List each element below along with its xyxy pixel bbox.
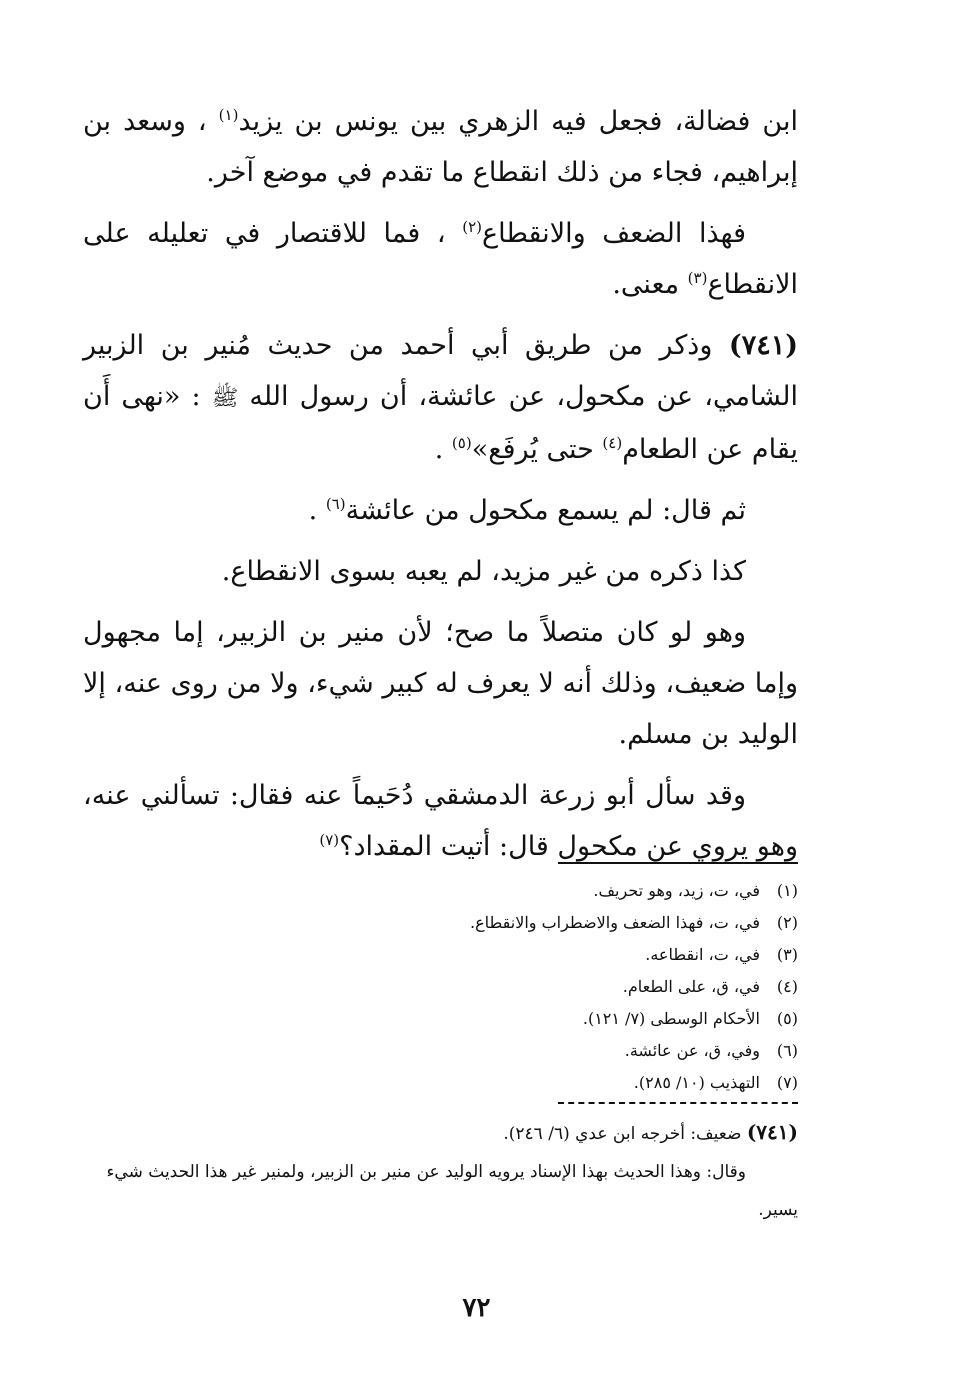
text-run: ، فما للاقتصار في تعليله على الانقطاع: [83, 218, 798, 300]
takhrij-section: [83, 1113, 798, 1229]
footnote-text: في، ت، زيد، وهو تحريف.: [593, 881, 760, 900]
footnote-number: (٥): [776, 1009, 798, 1028]
paragraph-hadith-741: [83, 320, 798, 475]
paragraph-5: [83, 546, 798, 597]
paragraph-4: [83, 485, 798, 536]
paragraph-6: [83, 607, 798, 760]
footnote-number: (٤): [776, 977, 798, 996]
footnote-item: [98, 1003, 798, 1035]
footnote-text: التهذيب (١٠/ ٢٨٥).: [633, 1073, 760, 1092]
hadith-number: (٧٤١): [728, 330, 798, 361]
text-run: ابن فضالة، فجعل فيه الزهري بين يونس بن يزيد: [238, 106, 799, 137]
footnote-ref-6[interactable]: (٦): [325, 495, 346, 513]
footnote-ref-3[interactable]: (٣): [687, 269, 708, 287]
footnote-number: (٦): [776, 1041, 798, 1060]
page-number: ٧٢: [462, 1293, 491, 1323]
footnote-item: [98, 971, 798, 1003]
takhrij-grade-text: ضعيف: أخرجه ابن عدي (٦/ ٢٤٦).: [503, 1124, 742, 1144]
footnote-ref-1[interactable]: (١): [218, 106, 239, 124]
takhrij-number: (٧٤١): [746, 1120, 798, 1144]
footnote-ref-7[interactable]: (٧): [319, 831, 340, 849]
footnote-text: وفي، ق، عن عائشة.: [624, 1041, 760, 1060]
footnote-item: [98, 1035, 798, 1067]
salutation-glyph: ﷺ: [211, 386, 239, 411]
text-run: وهو لو كان متصلاً ما صح؛ لأن منير بن الزبير، إما مجهول وإما ضعيف، وذلك أنه لا يعرف له كبير شيء، ولا من روى عنه، إلا الوليد بن مسلم.: [83, 617, 798, 750]
footnote-item: [98, 1067, 798, 1099]
footnote-ref-4[interactable]: (٤): [602, 434, 623, 452]
footnote-divider: [558, 862, 798, 864]
paragraph-1: [83, 96, 798, 198]
footnote-item: [98, 875, 798, 907]
paragraph-2: [83, 208, 798, 310]
text-run: حتى يُرفَع»: [471, 434, 594, 465]
takhrij-grade: [83, 1113, 798, 1153]
text-run: معنى.: [612, 269, 680, 300]
footnote-ref-5[interactable]: (٥): [451, 434, 472, 452]
main-text: [83, 96, 798, 882]
footnote-text: في، ت، فهذا الضعف والاضطراب والانقطاع.: [470, 913, 760, 932]
footnote-item: [98, 907, 798, 939]
footnote-number: (٣): [776, 945, 798, 964]
footnote-number: (١): [776, 881, 798, 900]
footnote-ref-2[interactable]: (٢): [462, 218, 483, 236]
takhrij-note: وقال: وهذا الحديث بهذا الإسناد يرويه الوليد عن منير بن الزبير، ولمنير غير هذا الحديث شيء يسير.: [106, 1162, 798, 1220]
footnote-text: في، ت، انقطاعه.: [645, 945, 760, 964]
text-run: وذكر من طريق أبي أحمد من حديث مُنير بن الزبير الشامي، عن مكحول، عن عائشة، أن رسول الله: [83, 330, 798, 412]
text-run: ، وسعد بن إبراهيم، فجاء من ذلك انقطاع ما تقدم في موضع آخر.: [83, 106, 798, 188]
footnote-item: [98, 939, 798, 971]
paragraph-7: [83, 770, 798, 872]
footnotes-list: [98, 875, 798, 1099]
text-run: كذا ذكره من غير مزيد، لم يعبه بسوى الانقطاع.: [221, 556, 746, 587]
text-run: ثم قال: لم يسمع مكحول من عائشة: [345, 495, 746, 526]
footnote-text: الأحكام الوسطى (٧/ ١٢١).: [582, 1009, 760, 1028]
footnote-number: (٢): [776, 913, 798, 932]
takhrij-divider: [558, 1102, 798, 1104]
text-run: .: [434, 434, 444, 465]
text-run: : «نهى أَن يقام عن الطعام: [83, 381, 798, 465]
text-run: .: [308, 495, 318, 526]
text-run: فهذا الضعف والانقطاع: [482, 218, 747, 249]
text-run: وقد سأل أبو زرعة الدمشقي دُحَيماً عنه فقال: تسألني عنه، وهو يروي عن مكحول قال: أتيت المقداد؟: [83, 780, 798, 862]
footnote-text: في، ق، على الطعام.: [622, 977, 760, 996]
footnote-number: (٧): [776, 1073, 798, 1092]
